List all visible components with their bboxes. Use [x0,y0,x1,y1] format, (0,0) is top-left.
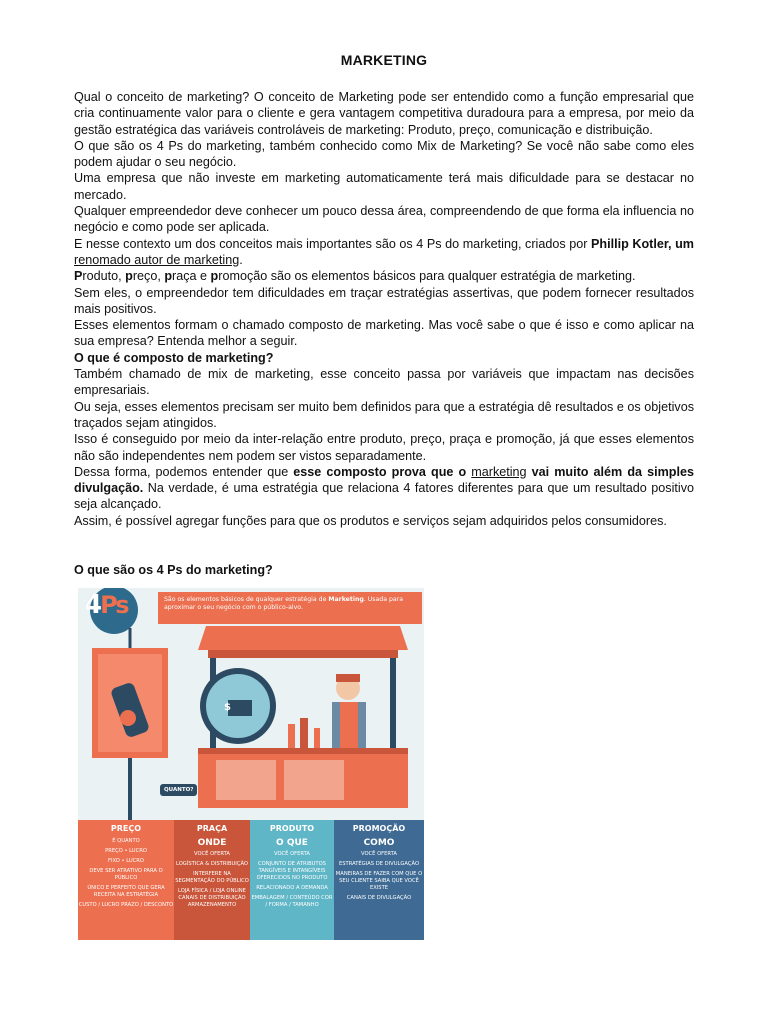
paragraph: Sem eles, o empreendedor tem dificuldades em traçar estratégias assertivas, que podem fornecer resultados mais positivos. [74,285,694,316]
text-run: reço, [132,269,165,284]
infographic-banner [158,592,422,624]
link-marketing[interactable]: marketing [471,464,527,479]
column-praca [174,820,250,940]
bold-text: esse composto prova que o [293,464,467,479]
text-run: . [239,252,243,267]
text-run: Dessa forma, podemos entender que [74,464,294,479]
column-header: PREÇO [110,824,142,833]
column-line: DEVE SER ATRATIVO PARA O PÚBLICO [89,868,163,881]
column-line: CUSTO / LUCRO PRAZO / DESCONTO [78,902,174,908]
link-renomado-autor[interactable]: renomado autor de marketing [74,252,240,267]
bold-text: vai muito além da simples divulgação. [74,464,695,496]
bold-text: Phillip Kotler, um [591,236,694,251]
column-line: VOCÊ OFERTA [274,851,310,857]
banner-text: . Usada para aproximar o seu negócio com o público-alvo. [164,596,404,611]
quanto-sign: QUANTO? [160,784,197,796]
page-title: MARKETING [340,52,428,68]
bold-letter: P [74,269,83,284]
text-run: raça e [172,269,211,284]
text-run: E nesse contexto um dos conceitos mais importantes são os 4 Ps do marketing, criados por [74,236,591,251]
column-header: PRODUTO [269,824,315,833]
paragraph: Isso é conseguido por meio da inter-relação entre produto, preço, praça e promoção, já que esses elementos não são independentes nem podem ser vistos separadamente. [74,432,694,463]
paragraph: O que são os 4 Ps do marketing, também conhecido como Mix de Marketing? Se você não sabe como eles podem ajudar o seu negócio. [74,138,694,170]
paragraph-forma [74,464,694,513]
column-line: ESTRATÉGIAS DE DIVULGAÇÃO [338,861,420,867]
column-header: PROMOÇÃO [352,824,406,833]
column-line: PREÇO • LUCRO [105,848,147,854]
text-run: romoção são os elementos básicos para qualquer estratégia de marketing. [218,269,636,284]
banner-text: São os elementos básicos de qualquer estratégia de [164,596,329,603]
column-line: LOJA FÍSICA / LOJA ONLINE CANAIS DE DISTRIBUIÇÃO ARMAZENAMENTO [178,888,246,908]
paragraph: Qualquer empreendedor deve conhecer um pouco dessa área, compreendendo de que forma ela influencia no negócio e como pode ser aplicada. [74,204,694,235]
paragraph: Qual o conceito de marketing? O conceito de Marketing pode ser entendido como a função empresarial que cria continuamente valor para o cliente e gera vantagem competitiva duradoura para a empresa, por meio da gestão estratégica das variáveis controláveis de marketing: Produto, preço, comunicação e distribuição. [74,90,694,137]
text-run: Na verdade, é uma estratégia que relaciona 4 fatores diferentes para que um resultado positivo seja alcançado. [74,481,694,512]
column-line: EMBALAGEM / CONTEÚDO COR / FORMA / TAMANHO [251,895,333,908]
column-line: CANAIS DE DIVULGAÇÃO [346,895,412,901]
paragraph: Assim, é possível agregar funções para que os produtos e serviços sejam adquiridos pelos consumidores. [74,513,667,528]
column-line: O QUE [276,838,308,848]
column-line: FIXO • LUCRO [108,858,144,864]
badge-number: 4 [84,590,101,620]
paragraph-4p [74,268,694,284]
section-heading: O que é composto de marketing? [74,350,274,365]
column-line: É QUANTO [112,838,140,844]
column-line: INTERFERE NA SEGMENTAÇÃO DO PÚBLICO [175,871,249,884]
column-line: COMO [363,838,395,848]
column-line: MANEIRAS DE FAZER COM QUE O SEU CLIENTE SAIBA QUE VOCÊ EXISTE [335,871,423,891]
text-run: roduto, [82,269,126,284]
column-line: CONJUNTO DE ATRIBUTOS TANGÍVEIS E INTANGÍVEIS OFERECIDOS NO PRODUTO [256,861,328,881]
dollar-sign-icon: $ [224,702,231,713]
column-preco [78,820,174,940]
column-line: ÚNICO E PERFEITO QUE GERA RECEITA NA ESTRATÉGIA [87,885,165,898]
column-header: PRAÇA [196,824,228,833]
paragraph: Também chamado de mix de marketing, esse conceito passa por variáveis que impactam nas decisões empresariais. [74,367,694,398]
column-line: VOCÊ OFERTA [361,851,397,857]
paragraph: Uma empresa que não investe em marketing automaticamente terá mais dificuldade para se destacar no mercado. [74,171,694,202]
document-body [74,89,694,529]
bold-letter: p [164,269,173,284]
four-ps-columns [78,820,424,940]
bold-letter: p [125,269,133,284]
banner-bold: Marketing [328,596,364,603]
bold-letter: p [210,269,219,284]
paragraph: Ou seja, esses elementos precisam ser muito bem definidos para que a estratégia dê resultados e os objetivos traçados sejam atingidos. [74,399,694,430]
column-line: ONDE [197,838,227,848]
column-line: RELACIONADO A DEMANDA [256,885,328,891]
paragraph: Esses elementos formam o chamado composto de marketing. Mas você sabe o que é isso e como aplicar na sua empresa? Entenda melhor a seguir. [74,318,694,349]
infographic-4ps [78,588,424,940]
column-line: VOCÊ OFERTA [194,851,230,857]
badge-letters: Ps [100,591,128,619]
badge-4ps [84,590,128,620]
column-promocao [334,820,424,940]
column-produto [250,820,334,940]
paragraph-kotler [74,236,694,269]
subheading-4ps: O que são os 4 Ps do marketing? [74,563,273,577]
column-line: LOGÍSTICA & DISTRIBUIÇÃO [175,861,248,867]
